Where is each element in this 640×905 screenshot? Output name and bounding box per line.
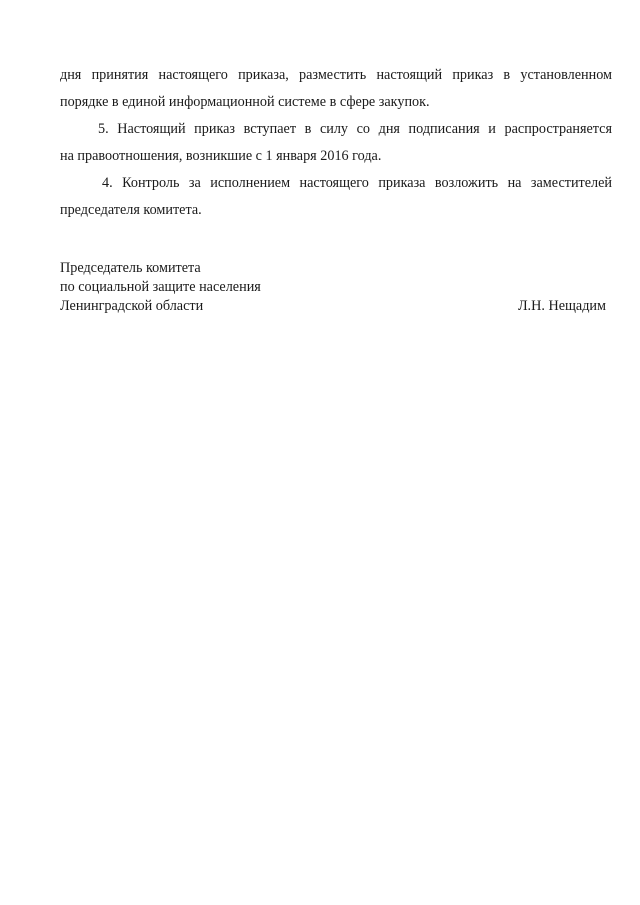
signer-name: Л.Н. Нещадим (517, 298, 606, 314)
paragraph-line: порядке в единой информационной системе в сфере закупок. (60, 94, 430, 110)
paragraph-line: председателя комитета. (60, 202, 202, 218)
paragraph-line: на правоотношения, возникшие с 1 января 2016 года. (60, 148, 382, 164)
paragraph-item-4 (60, 170, 612, 224)
paragraph-line: 5. Настоящий приказ вступает в силу со дня подписания и распространяется (98, 121, 612, 137)
signer-position-line: по социальной защите населения (60, 279, 261, 295)
signer-position-line: Ленинградской области (60, 298, 204, 314)
paragraph-line: дня принятия настоящего приказа, разместить настоящий приказ в установленном (60, 67, 612, 83)
signature-block (60, 259, 612, 316)
paragraph-item-5 (60, 116, 612, 170)
paragraph-placement (60, 62, 612, 116)
signer-position-line: Председатель комитета (60, 260, 201, 276)
paragraph-line: 4. Контроль за исполнением настоящего приказа возложить на заместителей (102, 175, 612, 191)
